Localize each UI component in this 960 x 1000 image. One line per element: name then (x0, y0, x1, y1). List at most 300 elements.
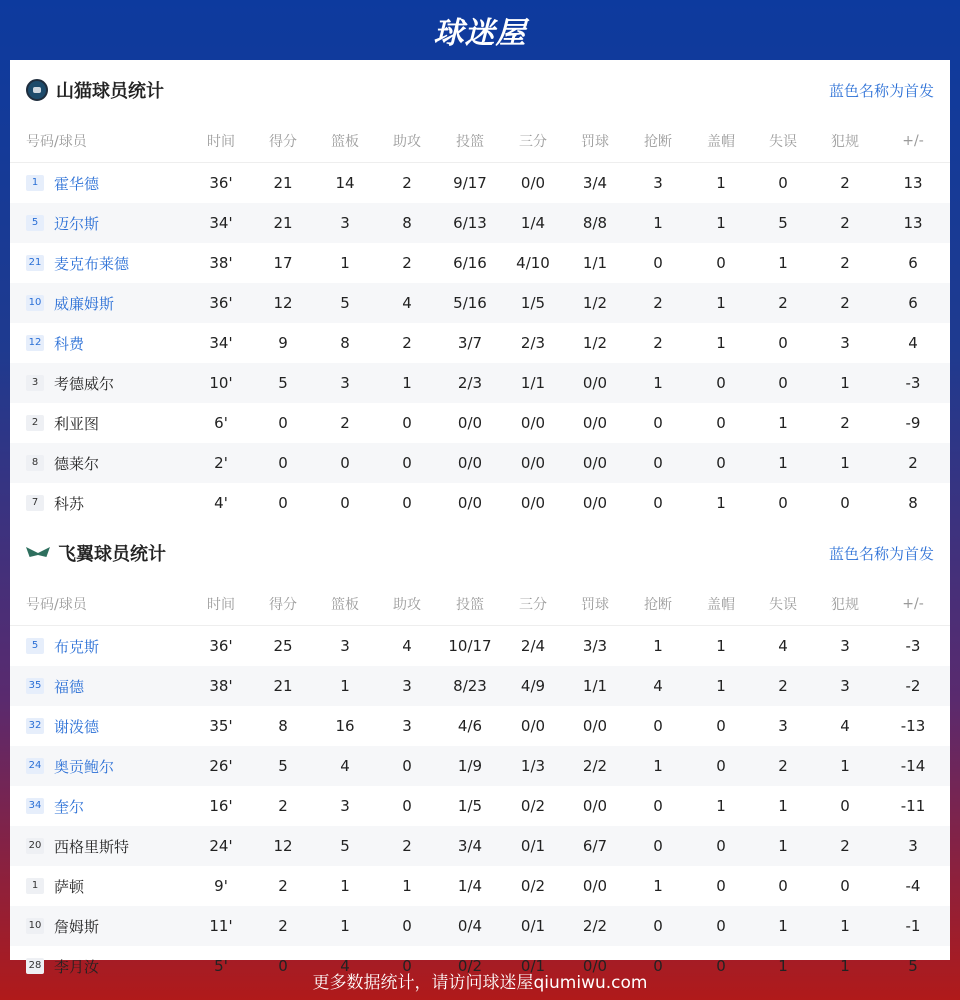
player-cell (10, 203, 190, 243)
column-header[interactable]: 盖帽 (690, 120, 752, 163)
stat-cell: 2 (376, 826, 438, 866)
stat-cell: 0/0 (582, 797, 608, 815)
hornets-logo-icon (26, 79, 48, 101)
jersey-number: 10 (26, 295, 44, 311)
footer (0, 957, 960, 1000)
player-name[interactable]: 科费 (54, 334, 85, 353)
table-row[interactable] (10, 826, 950, 866)
player-cell (10, 626, 190, 667)
stat-cell: 2 (840, 254, 850, 272)
stat-cell: 1/2 (564, 283, 626, 323)
stat-cell: 5' (214, 957, 228, 975)
player-name[interactable]: 考德威尔 (54, 374, 115, 393)
stat-cell: 2 (278, 877, 288, 895)
stat-cell: 0 (840, 797, 850, 815)
stat-cell: 0 (778, 334, 788, 352)
stat-cell: 0 (653, 414, 663, 432)
stat-cell: 1 (814, 906, 876, 946)
jersey-number: 35 (26, 678, 44, 694)
stat-cell: 24' (190, 826, 252, 866)
stat-cell: 8 (908, 494, 918, 512)
table-row[interactable] (10, 666, 950, 706)
stat-cell: 2 (278, 797, 288, 815)
stat-cell: 1 (340, 254, 350, 272)
stat-cell: 0 (626, 826, 690, 866)
player-cell (10, 666, 190, 706)
player-name[interactable]: 萨顿 (54, 877, 85, 896)
table-row[interactable] (10, 746, 950, 786)
stat-cell: 0 (690, 826, 752, 866)
stat-cell: 2 (402, 334, 412, 352)
column-header[interactable]: 篮板 (314, 583, 376, 626)
stat-cell: 3 (376, 666, 438, 706)
stat-cell: 0/2 (520, 797, 546, 815)
stat-cell: 0/0 (520, 174, 546, 192)
top-bar (0, 0, 960, 60)
stat-cell: 11' (190, 906, 252, 946)
player-name[interactable]: 麦克布莱德 (54, 254, 130, 273)
stat-cell: 3 (314, 363, 376, 403)
stat-cell: 1 (314, 906, 376, 946)
player-cell (10, 866, 190, 906)
stat-cell: 0 (278, 957, 288, 975)
column-header[interactable]: 罚球 (564, 583, 626, 626)
stat-cell: 1 (653, 637, 663, 655)
stat-cell: 0/0 (582, 877, 608, 895)
stat-cell: 4/9 (502, 666, 564, 706)
stat-cell: 3 (340, 637, 350, 655)
stat-cell: 2 (402, 174, 412, 192)
stat-cell: 5/16 (438, 283, 502, 323)
stat-cell: 6' (214, 414, 228, 432)
stat-cell: 5 (252, 746, 314, 786)
stat-cell: 0/0 (564, 443, 626, 483)
stat-cell: 4 (908, 334, 918, 352)
stat-cell: 0/0 (582, 957, 608, 975)
jersey-number: 7 (26, 495, 44, 511)
stat-cell: 2/3 (520, 334, 546, 352)
stat-cell: 2/4 (520, 637, 546, 655)
stat-cell: 3/7 (457, 334, 483, 352)
stat-cell: 8 (340, 334, 350, 352)
player-cell (10, 746, 190, 786)
team-title: 山猫球员统计 (56, 81, 164, 102)
stat-cell: 1 (690, 283, 752, 323)
stat-cell: 2' (190, 443, 252, 483)
stat-cell: 36' (190, 283, 252, 323)
column-header[interactable]: 抢断 (626, 583, 690, 626)
stat-cell: 0 (376, 906, 438, 946)
starter-note: 蓝色名称为首发 (828, 81, 934, 100)
column-header[interactable]: 三分 (502, 120, 564, 163)
table-row[interactable] (10, 243, 950, 283)
table-row[interactable] (10, 203, 950, 243)
stat-cell: 0/4 (438, 906, 502, 946)
stat-cell: 2 (814, 826, 876, 866)
stat-cell: -9 (905, 414, 921, 432)
stat-cell: 3 (814, 666, 876, 706)
team-header (10, 60, 950, 120)
table-row[interactable] (10, 483, 950, 523)
stat-cell: 2/2 (564, 906, 626, 946)
stat-cell: 1 (778, 797, 788, 815)
stat-cell: 0 (653, 717, 663, 735)
stat-cell: 2 (340, 414, 350, 432)
stat-cell: 1 (752, 443, 814, 483)
stat-cell: 1 (716, 797, 726, 815)
stat-cell: 5 (314, 826, 376, 866)
jersey-number: 28 (26, 958, 44, 974)
stat-cell: 2 (814, 283, 876, 323)
table-row[interactable] (10, 403, 950, 443)
column-header[interactable]: 助攻 (376, 120, 438, 163)
player-cell (10, 786, 190, 826)
jersey-number: 5 (26, 638, 44, 654)
stat-cell: 0 (690, 906, 752, 946)
player-cell (10, 443, 190, 483)
column-header[interactable]: 投篮 (438, 120, 502, 163)
stat-cell: 1/9 (438, 746, 502, 786)
stat-cell: 10/17 (448, 637, 492, 655)
stat-cell: 1 (814, 443, 876, 483)
stat-cell: 1 (752, 906, 814, 946)
column-header[interactable]: 号码/球员 (10, 120, 190, 163)
stat-cell: 2 (653, 334, 663, 352)
stat-cell: 4/6 (457, 717, 483, 735)
stat-cell: 0/0 (520, 414, 546, 432)
stat-cell: 0 (626, 906, 690, 946)
stat-cell: 4 (626, 666, 690, 706)
stat-cell: 8 (376, 203, 438, 243)
table-row[interactable] (10, 323, 950, 363)
stat-cell: 1 (690, 203, 752, 243)
brand-logo: 球迷屋 (433, 16, 527, 51)
team-title: 飞翼球员统计 (58, 544, 166, 565)
stat-cell: 38' (190, 666, 252, 706)
stat-cell: 3 (876, 826, 950, 866)
player-name[interactable]: 福德 (54, 677, 85, 696)
stat-cell: 0 (752, 363, 814, 403)
stat-cell: 0 (626, 443, 690, 483)
stat-cell: 3/4 (582, 174, 608, 192)
stat-cell: 0 (252, 443, 314, 483)
table-row[interactable] (10, 163, 950, 204)
stat-cell: 1/5 (457, 797, 483, 815)
stat-cell: 1/5 (502, 283, 564, 323)
player-cell (10, 363, 190, 403)
player-cell (10, 706, 190, 746)
stat-cell: 5 (752, 203, 814, 243)
jersey-number: 8 (26, 455, 44, 471)
stat-cell: -14 (876, 746, 950, 786)
player-name[interactable]: 威廉姆斯 (54, 294, 115, 313)
stat-cell: 38' (209, 254, 233, 272)
stat-cell: 0 (340, 494, 350, 512)
stat-cell: 25 (273, 637, 293, 655)
jersey-number: 1 (26, 175, 44, 191)
team-section (10, 60, 950, 523)
stat-cell: 1 (626, 203, 690, 243)
stat-cell: 1 (626, 363, 690, 403)
stat-cell: 2 (402, 254, 412, 272)
stat-cell: 3 (840, 334, 850, 352)
stats-table (10, 583, 950, 986)
stat-cell: 0 (653, 494, 663, 512)
column-header[interactable]: 三分 (502, 583, 564, 626)
stat-cell: 5 (908, 957, 918, 975)
stat-cell: 1 (716, 494, 726, 512)
stat-cell: 0/0 (564, 363, 626, 403)
player-name[interactable]: 霍华德 (54, 174, 100, 193)
stat-cell: 13 (876, 203, 950, 243)
stat-cell: 4 (778, 637, 788, 655)
stat-cell: 34' (209, 334, 233, 352)
stat-cell: 9/17 (453, 174, 487, 192)
stat-cell: 2 (840, 414, 850, 432)
column-header[interactable]: 失误 (752, 583, 814, 626)
column-header[interactable]: 犯规 (814, 583, 876, 626)
jersey-number: 20 (26, 838, 44, 854)
stat-cell: 6/7 (564, 826, 626, 866)
stat-cell: 1 (778, 957, 788, 975)
stat-cell: 1/1 (582, 254, 608, 272)
stat-cell: 0/2 (457, 957, 483, 975)
stat-cell: 6 (908, 254, 918, 272)
team-title-group (26, 540, 166, 566)
stats-card (10, 60, 950, 976)
stat-cell: 12 (252, 826, 314, 866)
stat-cell: 3 (840, 637, 850, 655)
player-name[interactable]: 谢泼德 (54, 717, 100, 736)
stat-cell: 1 (716, 334, 726, 352)
column-header[interactable]: 号码/球员 (10, 583, 190, 626)
player-name[interactable]: 奎尔 (54, 797, 85, 816)
column-header[interactable]: 得分 (252, 583, 314, 626)
stat-cell: 0/0 (457, 494, 483, 512)
stat-cell: 1 (402, 877, 412, 895)
stat-cell: 0/1 (502, 826, 564, 866)
starter-note: 蓝色名称为首发 (828, 544, 934, 563)
stat-cell: 21 (252, 666, 314, 706)
stat-cell: 0/0 (502, 443, 564, 483)
stat-cell: 2 (252, 906, 314, 946)
stat-cell: 1 (340, 877, 350, 895)
jersey-number: 21 (26, 255, 44, 271)
stat-cell: 0/0 (520, 494, 546, 512)
column-header[interactable]: 抢断 (626, 120, 690, 163)
stat-cell: 0 (653, 797, 663, 815)
stat-cell: 3 (340, 797, 350, 815)
stat-cell: 0 (690, 746, 752, 786)
stat-cell: 17 (273, 254, 293, 272)
stat-cell: 0 (653, 254, 663, 272)
stat-cell: 4' (214, 494, 228, 512)
stat-cell: 0 (278, 494, 288, 512)
stat-cell: 4 (376, 283, 438, 323)
jersey-number: 24 (26, 758, 44, 774)
player-name[interactable]: 西格里斯特 (54, 837, 130, 856)
player-name[interactable]: 迈尔斯 (54, 214, 100, 233)
stat-cell: 26' (190, 746, 252, 786)
column-header[interactable]: 时间 (190, 583, 252, 626)
player-name[interactable]: 德莱尔 (54, 454, 100, 473)
stat-cell: 0/0 (438, 443, 502, 483)
stat-cell: 0 (716, 717, 726, 735)
stat-cell: 1 (778, 254, 788, 272)
stat-cell: 1 (778, 414, 788, 432)
stat-cell: 0 (778, 174, 788, 192)
stat-cell: 2 (752, 283, 814, 323)
stat-cell: 0 (778, 494, 788, 512)
stat-cell: 3/3 (582, 637, 608, 655)
stat-cell: 8 (278, 717, 288, 735)
stat-cell: 1/1 (564, 666, 626, 706)
stat-cell: 9' (214, 877, 228, 895)
column-header[interactable]: 盖帽 (690, 583, 752, 626)
stat-cell: 1 (690, 666, 752, 706)
stat-cell: 36' (209, 174, 233, 192)
table-header-row (10, 120, 950, 163)
column-header[interactable]: 投篮 (438, 583, 502, 626)
table-header-row (10, 583, 950, 626)
stat-cell: 0/0 (582, 414, 608, 432)
stat-cell: 13 (903, 174, 923, 192)
stat-cell: -3 (905, 637, 921, 655)
stat-cell: 2 (752, 746, 814, 786)
stat-cell: 0 (716, 957, 726, 975)
player-cell (10, 906, 190, 946)
table-row[interactable] (10, 626, 950, 667)
jersey-number: 2 (26, 415, 44, 431)
jersey-number: 3 (26, 375, 44, 391)
player-name[interactable]: 李月汝 (54, 957, 100, 976)
column-header[interactable]: +/- (876, 120, 950, 163)
stat-cell: -4 (905, 877, 921, 895)
column-header[interactable]: 罚球 (564, 120, 626, 163)
jersey-number: 32 (26, 718, 44, 734)
stat-cell: 8/8 (564, 203, 626, 243)
stat-cell: 36' (209, 637, 233, 655)
stat-cell: 8/23 (438, 666, 502, 706)
stat-cell: 0/2 (520, 877, 546, 895)
stat-cell: 16 (335, 717, 355, 735)
stats-table (10, 120, 950, 523)
column-header[interactable]: 犯规 (814, 120, 876, 163)
table-row[interactable] (10, 786, 950, 826)
stat-cell: 0 (716, 414, 726, 432)
player-name[interactable]: 奥贡鲍尔 (54, 757, 115, 776)
stat-cell: 21 (252, 203, 314, 243)
table-row[interactable] (10, 283, 950, 323)
stat-cell: 2 (752, 666, 814, 706)
table-row[interactable] (10, 906, 950, 946)
stat-cell: 3 (314, 203, 376, 243)
stat-cell: 21 (273, 174, 293, 192)
stat-cell: -13 (900, 717, 926, 735)
column-header[interactable]: 时间 (190, 120, 252, 163)
stat-cell: -1 (876, 906, 950, 946)
stat-cell: 4 (314, 746, 376, 786)
stat-cell: -2 (876, 666, 950, 706)
stat-cell: 0 (690, 363, 752, 403)
player-name[interactable]: 利亚图 (54, 414, 100, 433)
player-cell (10, 243, 190, 283)
jersey-number: 5 (26, 215, 44, 231)
stat-cell: 0 (376, 746, 438, 786)
table-row[interactable] (10, 363, 950, 403)
player-cell (10, 483, 190, 523)
stat-cell: 1 (716, 637, 726, 655)
stat-cell: 0/0 (582, 717, 608, 735)
stat-cell: 2 (840, 174, 850, 192)
stat-cell: 4 (340, 957, 350, 975)
stat-cell: 14 (335, 174, 355, 192)
stat-cell: 1 (814, 746, 876, 786)
stat-cell: 1/4 (457, 877, 483, 895)
table-row[interactable] (10, 706, 950, 746)
player-cell (10, 403, 190, 443)
stat-cell: 0 (314, 443, 376, 483)
player-name[interactable]: 布克斯 (54, 637, 100, 656)
stat-cell: 34' (190, 203, 252, 243)
stat-cell: 1 (814, 363, 876, 403)
stat-cell: -11 (900, 797, 926, 815)
stat-cell: 5 (252, 363, 314, 403)
column-header[interactable]: 助攻 (376, 583, 438, 626)
stat-cell: 0 (690, 443, 752, 483)
stat-cell: 0/0 (457, 414, 483, 432)
stat-cell: 2/3 (438, 363, 502, 403)
player-cell (10, 323, 190, 363)
player-name[interactable]: 科苏 (54, 494, 85, 513)
stat-cell: 0 (716, 254, 726, 272)
stat-cell: 1 (376, 363, 438, 403)
team-section (10, 523, 950, 986)
stat-cell: 1 (840, 957, 850, 975)
stat-cell: 9 (278, 334, 288, 352)
stat-cell: 4 (840, 717, 850, 735)
stat-cell: 0/1 (502, 906, 564, 946)
stat-cell: 1 (752, 826, 814, 866)
player-cell (10, 283, 190, 323)
column-header[interactable]: 得分 (252, 120, 314, 163)
stat-cell: 1/4 (502, 203, 564, 243)
stat-cell: 0 (402, 797, 412, 815)
column-header[interactable]: 篮板 (314, 120, 376, 163)
stat-cell: 0 (716, 877, 726, 895)
jersey-number: 34 (26, 798, 44, 814)
table-row[interactable] (10, 443, 950, 483)
stat-cell: 0 (778, 877, 788, 895)
stat-cell: 3/4 (438, 826, 502, 866)
stat-cell: 16' (209, 797, 233, 815)
stat-cell: 4/10 (516, 254, 550, 272)
footer-text[interactable]: 更多数据统计，请访问球迷屋qiumiwu.com (312, 972, 648, 993)
stat-cell: 1/1 (502, 363, 564, 403)
table-row[interactable] (10, 866, 950, 906)
stat-cell: 12 (252, 283, 314, 323)
column-header[interactable]: +/- (876, 583, 950, 626)
jersey-number: 12 (26, 335, 44, 351)
column-header[interactable]: 失误 (752, 120, 814, 163)
stat-cell: 0/0 (582, 494, 608, 512)
wings-logo-icon (26, 545, 50, 561)
stat-cell: 0/1 (520, 957, 546, 975)
player-name[interactable]: 詹姆斯 (54, 917, 100, 936)
stat-cell: 0 (653, 957, 663, 975)
stat-cell: 0 (840, 494, 850, 512)
jersey-number: 10 (26, 918, 44, 934)
